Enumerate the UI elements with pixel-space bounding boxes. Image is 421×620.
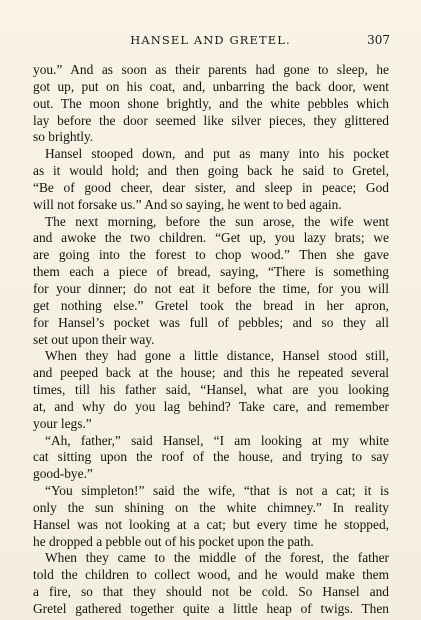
text-line: “You simpleton!” said the wife, “that is not a cat; it is — [45, 483, 389, 499]
text-line: got up, put on his coat, and, unbarring the back door, went — [33, 78, 389, 94]
text-line: told the children to collect wood, and he would make them — [33, 567, 389, 583]
paragraph — [33, 62, 389, 146]
text-line: set out upon their way. — [33, 331, 155, 347]
page-number: 307 — [367, 33, 390, 47]
text-line: you.” And as soon as their parents had gone to sleep, he — [33, 62, 389, 77]
running-title: HANSEL AND GRETEL. — [130, 33, 291, 47]
text-line: cat sitting upon the roof of the house, and trying to say — [33, 449, 389, 465]
paragraph — [33, 550, 389, 617]
text-line: will not forsake us.” And so saying, he went to bed again. — [33, 196, 342, 212]
text-line: a fire, so that they should not be cold. So Hansel and — [33, 584, 389, 600]
text-line: times, till his father said, “Hansel, what are you looking — [33, 382, 389, 398]
text-line: only the sun shining on the white chimney.” In reality — [33, 499, 389, 515]
body-text — [33, 62, 389, 618]
text-line: and peeped back at the house; and this he repeated several — [33, 365, 389, 381]
text-line: and awoke the two children. “Get up, you lazy brats; we — [33, 230, 389, 246]
text-line: “Ah, father,” said Hansel, “I am looking at my white — [45, 432, 389, 448]
text-line: at, and why do you lag behind? Take care, and remember — [33, 398, 389, 414]
text-line: Hansel stooped down, and put as many into his pocket — [45, 146, 389, 162]
text-line: as it would hold; and then going back he said to Gretel, — [33, 163, 389, 179]
text-line: The next morning, before the sun arose, the wife went — [45, 213, 389, 229]
text-line: get nothing else.” Gretel took the bread in her apron, — [33, 297, 389, 313]
text-line: your legs.” — [33, 415, 92, 431]
text-line: lay before the door seemed like silver pieces, they glittered — [33, 112, 389, 128]
paragraph — [33, 433, 389, 484]
text-line: them each a piece of bread, saying, “There is something — [33, 264, 389, 280]
paragraph — [33, 214, 389, 349]
text-line: so brightly. — [33, 129, 94, 145]
text-line: Gretel gathered together quite a little heap of twigs. Then — [33, 601, 389, 616]
text-line: for Hansel’s pocket was full of pebbles; and so they all — [33, 314, 389, 330]
text-line: he dropped a pebble out of his pocket upon the path. — [33, 533, 314, 549]
text-line: “Be of good cheer, dear sister, and sleep in peace; God — [33, 179, 389, 195]
text-line: Hansel was not looking at a cat; but every time he stopped, — [33, 516, 389, 532]
paragraph — [33, 146, 389, 213]
text-line: for your dinner; do not eat it before the time, for you will — [33, 280, 389, 296]
text-line: When they came to the middle of the forest, the father — [45, 550, 389, 566]
paragraph — [33, 348, 389, 432]
text-line: good-bye.” — [33, 466, 93, 482]
text-line: out. The moon shone brightly, and the white pebbles which — [33, 95, 389, 111]
page-header — [0, 33, 421, 49]
paragraph — [33, 483, 389, 550]
text-line: are going into the forest to chop wood.” Then she gave — [33, 247, 389, 263]
text-line: When they had gone a little distance, Hansel stood still, — [45, 348, 389, 364]
